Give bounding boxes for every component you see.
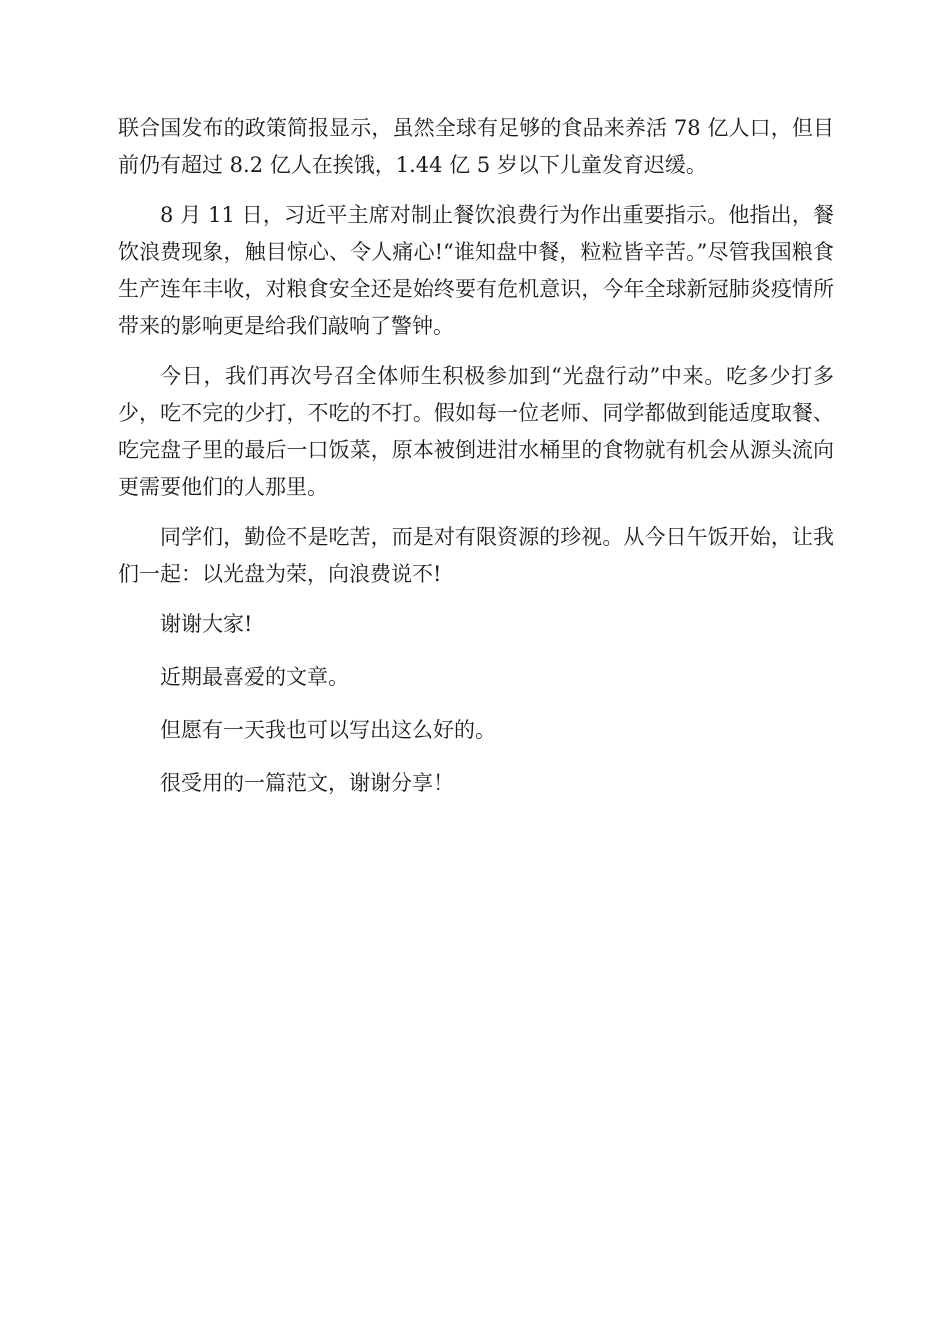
comment-useful: 很受用的一篇范文，谢谢分享！ [160, 771, 454, 795]
paragraph-call-to-action: 今日，我们再次号召全体师生积极参加到“光盘行动”中来。吃多少打多少，吃不完的少打，不吃的不打。假如每一位老师、同学都做到能适度取餐、吃完盘子里的最后一口饭菜，原本被倒进泔水桶里的食物就有机会从源头流向更需要他们的人那里。 [118, 364, 834, 499]
paragraph-statistics: 联合国发布的政策简报显示，虽然全球有足够的食品来养活 78 亿人口，但目前仍有超过 8.2 亿人在挨饿，1.44 亿 5 岁以下儿童发育迟缓。 [118, 116, 834, 177]
comment-wish: 但愿有一天我也可以写出这么好的。 [160, 718, 496, 742]
paragraph-thanks: 谢谢大家! [160, 612, 253, 636]
document-page [118, 110, 834, 818]
comment-favorite: 近期最喜爱的文章。 [160, 665, 349, 689]
paragraph-closing: 同学们，勤俭不是吃苦，而是对有限资源的珍视。从今日午饭开始，让我们一起：以光盘为荣，向浪费说不! [118, 525, 834, 586]
paragraph-instruction: 8 月 11 日，习近平主席对制止餐饮浪费行为作出重要指示。他指出，餐饮浪费现象，触目惊心、令人痛心!“谁知盘中餐，粒粒皆辛苦。”尽管我国粮食生产连年丰收，对粮食安全还是始终要有危机意识，今年全球新冠肺炎疫情所带来的影响更是给我们敲响了警钟。 [118, 203, 834, 338]
